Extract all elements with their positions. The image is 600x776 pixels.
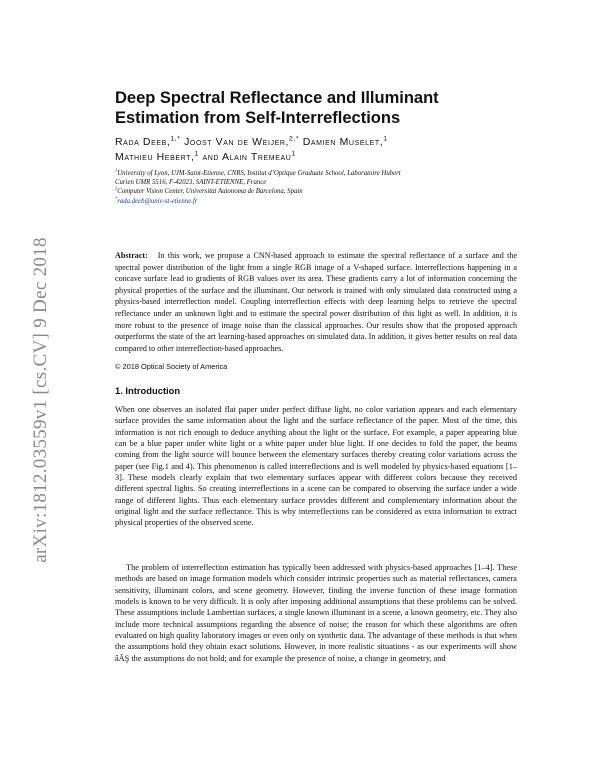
author-name: Damien Muselet,$^1$ bbox=[302, 135, 388, 148]
intro-paragraph-2: The problem of interreflection estimation has typically been addressed with physics-based approaches [1–4]. These methods are based on image formation models which consider intrinsic properties such as material reflectances, camera sensitivity, illuminant colors, and scene geometry. However, finding the inverse function of these image formation models is known to be very difficult. It is only after imposing additional assumptions that these problems can be solved. These assumptions include Lambertian surfaces, a single known illuminant in a scene, a known geometry, etc. They also include more technical assumptions regarding the absence of noise; the reason for which these algorithms are often evaluated on high quality laboratory images or even only on synthetic data. The advantage of these methods is that when the assumptions hold they obtain exact solutions. However, in more realistic situations - as our experiments will show âĂŞ the assumptions do not hold; and for example the presence of noise, a change in geometry, and bbox=[115, 563, 517, 663]
arxiv-identifier: arXiv:1812.03559v1 [cs.CV] 9 Dec 2018 bbox=[30, 237, 51, 563]
affiliation-1: $^1$University of Lyon, UJM-Saint-Etienne, CNRS, Institut d’Optique Graduate School, Laboratoire Hubert bbox=[115, 167, 401, 177]
intro-paragraph-1: When one observes an isolated flat paper under perfect diffuse light, no color variation appears and each elementary surface provides the same information about the light and the surface reflectance of the paper. Most of the time, this information is not rich enough to deduce anything about the light or the surface. For example, a paper appearing blue can be a blue paper under white light or a white paper under blue light. If one decides to fold the paper, the beams coming from the light source will bounce between the elementary surfaces thereby creating color variations across the paper (see Fig.1 and 4). This phenomenon is called interreflections and is well modeled by physics-based equations [1–3]. These models clearly explain that two elementary surfaces appear with different colors because they received different spectral lights. So creating interreflections in a scene can be compared to observing the surface under a wide range of different lights. Thus each elementary surface provides different and complementary information about the original light and the surface reflectance. This is why interreflections can be considered as extra information to extract physical properties of the observed scene. bbox=[115, 405, 517, 528]
corresponding-email[interactable]: *rada.deeb@univ-st-etienne.fr bbox=[115, 195, 198, 205]
abstract-text: In this work, we propose a CNN-based approach to estimate the spectral reflectance of a surface and the spectral power distribution of the light from a single RGB image of a V-shaped surface. Interreflections happening in a concave surface lead to gradients of RGB values over its area. These gradients carry a lot of information concerning the physical properties of the surface and the illuminant. Our network is trained with only simulated data constructed using a physics-based interreflection model. Coupling interreflection effects with deep learning helps to retrieve the spectral reflectance under an unknown light and to estimate the spectral power distribution of this light as well. In addition, it is more robust to the presence of image noise than the classical approaches. Our results show that the proposed approach outperforms the state of the art learning-based approaches on simulated data. In addition, it gives better results on real data compared to other interreflection-based approaches. bbox=[115, 251, 517, 353]
abstract bbox=[115, 250, 517, 354]
author-name: Rada Deeb,$^{1,*}$ bbox=[115, 135, 181, 148]
abstract-label: Abstract: bbox=[115, 251, 148, 260]
paper-title: Deep Spectral Reflectance and Illuminant Estimation from Self-Interreflections bbox=[115, 89, 439, 127]
author-list bbox=[115, 135, 515, 165]
section-heading-introduction: 1. Introduction bbox=[115, 385, 181, 396]
author-name: Mathieu Hebert,$^1$ bbox=[115, 150, 199, 163]
affiliation-2: $^2$Computer Vision Center, Universitat Autonoma de Barcelona, Spain bbox=[115, 186, 303, 196]
author-name: and Alain Tremeau$^1$ bbox=[202, 150, 296, 163]
arxiv-sidebar bbox=[24, 200, 58, 600]
affiliations bbox=[115, 169, 515, 206]
copyright-notice: © 2018 Optical Society of America bbox=[115, 362, 228, 371]
affiliation-1-cont: Curien UMR 5516, F-42023, SAINT-ETIENNE, France bbox=[115, 179, 267, 187]
author-name: Joost Van de Weijer,$^{2,*}$ bbox=[184, 135, 300, 148]
